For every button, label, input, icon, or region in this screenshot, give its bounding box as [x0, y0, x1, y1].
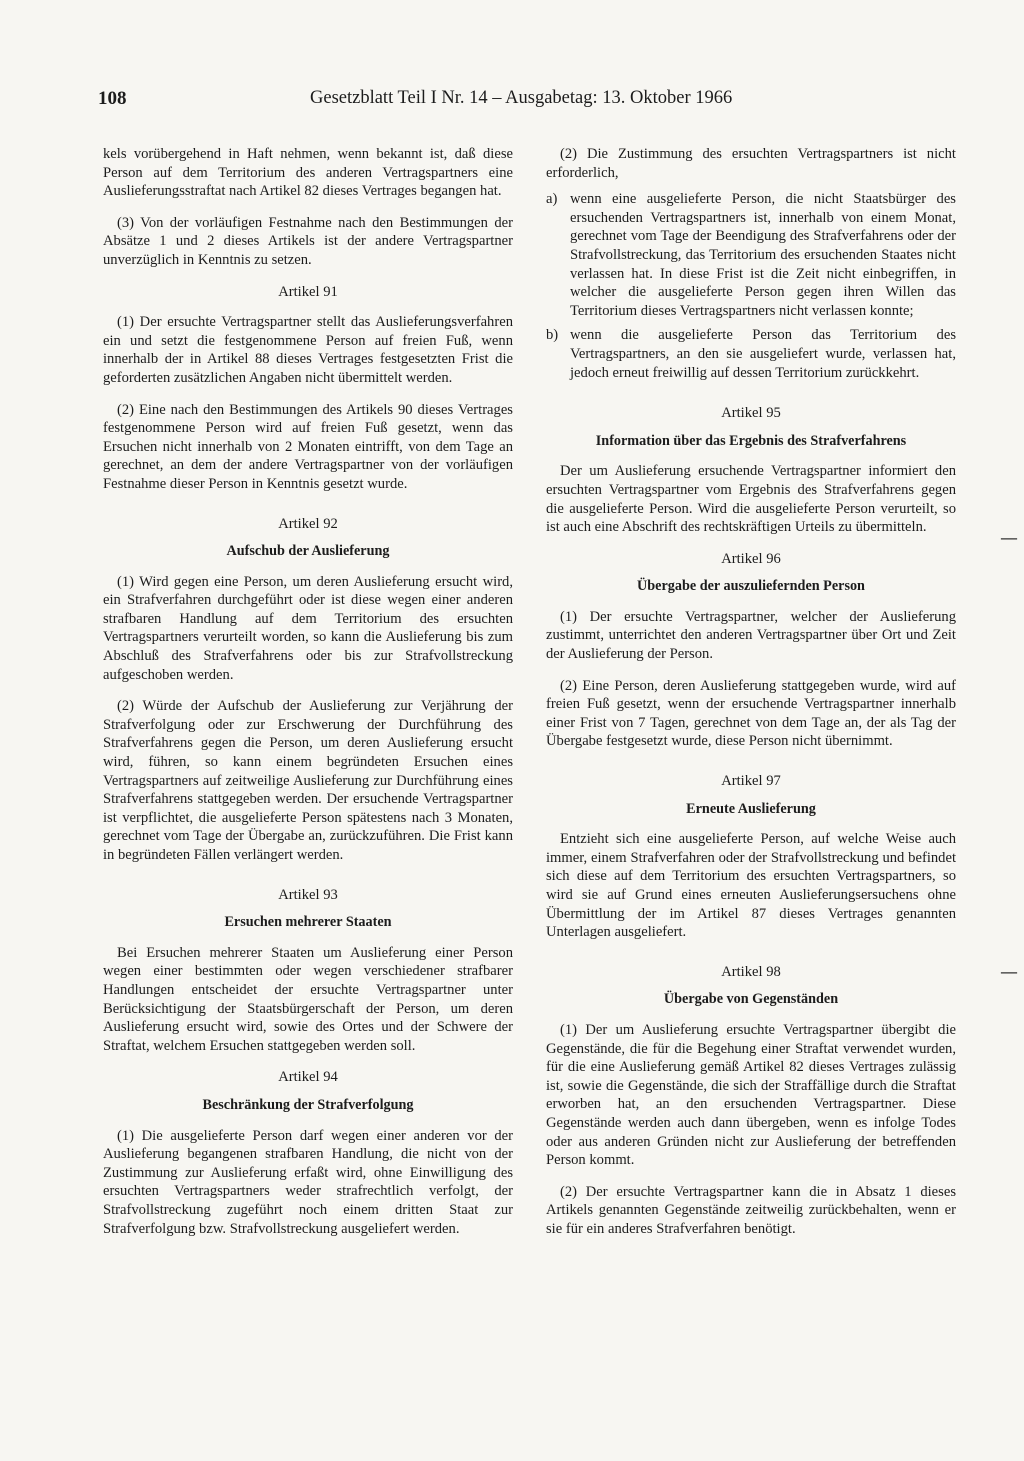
paragraph-91-2: (2) Eine nach den Bestimmungen des Artikels 90 dieses Vertrages festgenommene Person wird auf freien Fuß gesetzt, wenn das Ersuchen nicht innerhalb von 2 Monaten eintrifft, von dem Tage an gerechnet, an dem der andere Vertragspartner von der vorläufigen Festnahme dieser Person in Kenntnis gesetzt wurde. [103, 401, 513, 492]
paragraph-91-1: (1) Der ersuchte Vertragspartner stellt das Auslieferungsverfahren ein und setzt die festgenommene Person auf freien Fuß, wenn innerhalb der in Artikel 88 dieses Vertrages festgesetzten Frist die geforderten zusätzlichen Angaben nicht übermittelt werden. [103, 314, 513, 386]
list-text-a: wenn eine ausgelieferte Person, die nicht Staatsbürger des ersuchenden Vertragspartners ist, innerhalb von einem Monat, gerechnet vom Tage der Beendigung des Strafverfahrens oder der Strafvollstreckung, das Territorium des ersuchenden Staates nicht verlassen hat. In diese Frist ist die Zeit nicht einbegriffen, in welcher die ausgelieferte Person gegen ihren Willen das Territorium dieses Vertragspartners nicht verlassen konnte; [570, 191, 956, 319]
article-95-number: Artikel 95 [721, 405, 781, 422]
right-column [546, 145, 956, 1252]
margin-mark-dash-2: — [1000, 962, 1018, 983]
paragraph-98-2: (2) Der ersuchte Vertragspartner kann die in Absatz 1 dieses Artikels genannten Gegenstände zeitweilig zurückbehalten, wenn er sie für ein anderes Strafverfahren benötigt. [546, 1183, 956, 1237]
paragraph-98-1: (1) Der um Auslieferung ersuchte Vertragspartner übergibt die Gegenstände, die für die Begehung einer Straftat verwendet wurden, für die eine Auslieferung gemäß Artikel 82 dieses Vertrages zulässig ist, sowie die Gegenstände, die sich der Straffällige durch die Straftat erworben hat, an den ersuchenden Vertragspartner. Diese Gegenstände werden auch dann übergeben, wenn es infolge Todes oder aus anderen Gründen nicht zur Auslieferung der betreffenden Person kommt. [546, 1021, 956, 1169]
paragraph-96-2: (2) Eine Person, deren Auslieferung stattgegeben wurde, wird auf freien Fuß gesetzt, wenn der ersuchende Vertragspartner innerhalb einer Frist von 7 Tagen, gerechnet von dem Tage an, der als Tag der Übergabe festgesetzt wurde, diese Person nicht übernimmt. [546, 677, 956, 750]
paragraph-94-1: (1) Die ausgelieferte Person darf wegen einer anderen vor der Auslieferung begangenen strafbaren Handlung, die nicht von der Zustimmung zur Auslieferung erfaßt wird, ohne Einwilligung des ersuchten Vertragspartners weder strafrechtlich verfolgt, der Strafvollstreckung zugeführt noch einem dritten Staat zur Strafverfolgung bzw. Strafvollstreckung ausgeliefert werden. [103, 1127, 513, 1237]
list-marker-b: b) [546, 327, 559, 344]
paragraph-94-2: (2) Die Zustimmung des ersuchten Vertragspartners ist nicht erforderlich, [546, 146, 956, 181]
paragraph-97-1: Entzieht sich eine ausgelieferte Person, auf welche Weise auch immer, einem Strafverfahren oder der Strafvollstreckung und befindet sich diese auf dem Territorium des ersuchten Vertragspartners, so wird sie auf Grund eines erneuten Auslieferungsersuchens ohne Übermittlung der im Artikel 87 dieses Vertrages genannten Unterlagen ausgeliefert. [546, 831, 956, 941]
article-92-title: Aufschub der Auslieferung [226, 543, 390, 560]
article-98-title: Übergabe von Gegenständen [663, 991, 839, 1008]
paragraph-96-1: (1) Der ersuchte Vertragspartner, welcher der Auslieferung zustimmt, unterrichtet den anderen Vertragspartner über Ort und Zeit der Auslieferung der Person. [546, 608, 956, 663]
article-92-number: Artikel 92 [278, 515, 338, 532]
page-number: 108 [98, 88, 127, 109]
article-93-number: Artikel 93 [278, 886, 338, 903]
list-item-a [546, 190, 956, 320]
article-94-number: Artikel 94 [278, 1069, 338, 1086]
paragraph-90-3: (3) Von der vorläufigen Festnahme nach den Bestimmungen der Absätze 1 und 2 dieses Artikels ist der andere Vertragspartner unverzüglich in Kenntnis zu setzen. [103, 214, 513, 268]
article-96-number: Artikel 96 [721, 550, 781, 567]
margin-mark-dash: — [1000, 528, 1018, 549]
paragraph-95-1: Der um Auslieferung ersuchende Vertragspartner informiert den ersuchten Vertragspartner vom Ergebnis des Strafverfahrens gegen die ausgelieferte Person. Wird die ausgelieferte Person verurteilt, so ist auch eine Abschrift des rechtskräftigen Urteils zu übermitteln. [546, 463, 956, 536]
article-98-number: Artikel 98 [721, 963, 781, 980]
paragraph-92-1: (1) Wird gegen eine Person, um deren Auslieferung ersucht wird, ein Strafverfahren durchgeführt oder ist diese wegen einer anderen strafbaren Handlung auf dem Territorium des ersuchten Vertragspartners verurteilt worden, so kann die Auslieferung bis zum Abschluß des Strafverfahrens oder bis zur Strafvollstreckung aufgeschoben werden. [103, 573, 513, 683]
article-95-title: Information über das Ergebnis des Strafverfahrens [595, 432, 907, 449]
list-marker-a: a) [546, 191, 558, 208]
article-91-number: Artikel 91 [278, 283, 338, 300]
article-97-title: Erneute Auslieferung [686, 800, 816, 817]
paragraph-92-2: (2) Würde der Aufschub der Auslieferung zur Verjährung der Strafverfolgung oder zur Erschwerung der Durchführung des Strafverfahrens gegen die Person, um deren Auslieferung ersucht wird, führen, so kann einem begründeten Ersuchen eines Vertragspartners auf zeitweilige Auslieferung zur Durchführung eines Strafverfahrens stattgegeben werden. Der ersuchende Vertragspartner ist verpflichtet, die ausgelieferte Person spätestens nach 3 Monaten, gerechnet vom Tage der Übergabe an, zurückzuführen. Die Frist kann in begründeten Fällen verlängert werden. [103, 698, 513, 863]
article-97-number: Artikel 97 [721, 773, 781, 790]
article-94-title: Beschränkung der Strafverfolgung [202, 1096, 414, 1113]
running-header: Gesetzblatt Teil I Nr. 14 – Ausgabetag: 13. Oktober 1966 [310, 88, 733, 108]
article-96-title: Übergabe der auszuliefernden Person [637, 578, 865, 595]
list-item-b [546, 326, 956, 382]
left-column [103, 145, 513, 1251]
paragraph-continued: kels vorübergehend in Haft nehmen, wenn bekannt ist, daß diese Person auf dem Territorium des anderen Vertragspartners eine Auslieferungsstraftat nach Artikel 82 dieses Vertrages begangen hat. [103, 146, 513, 200]
article-93-title: Ersuchen mehrerer Staaten [224, 914, 392, 931]
list-text-b: wenn die ausgelieferte Person das Territorium des Vertragspartners, an den sie ausgeliefert wurde, verlassen hat, jedoch erneut freiwillig auf dessen Territorium zurückkehrt. [570, 327, 956, 381]
paragraph-93-1: Bei Ersuchen mehrerer Staaten um Auslieferung einer Person wegen einer bestimmten oder wegen verschiedener strafbarer Handlungen entscheidet der ersuchte Vertragspartner unter Berücksichtigung der Staatsbürgerschaft der Person, um deren Auslieferung ersucht wird, sowie des Ortes und der Schwere der Straftat, welchem Ersuchen stattgegeben werden soll. [103, 944, 513, 1054]
